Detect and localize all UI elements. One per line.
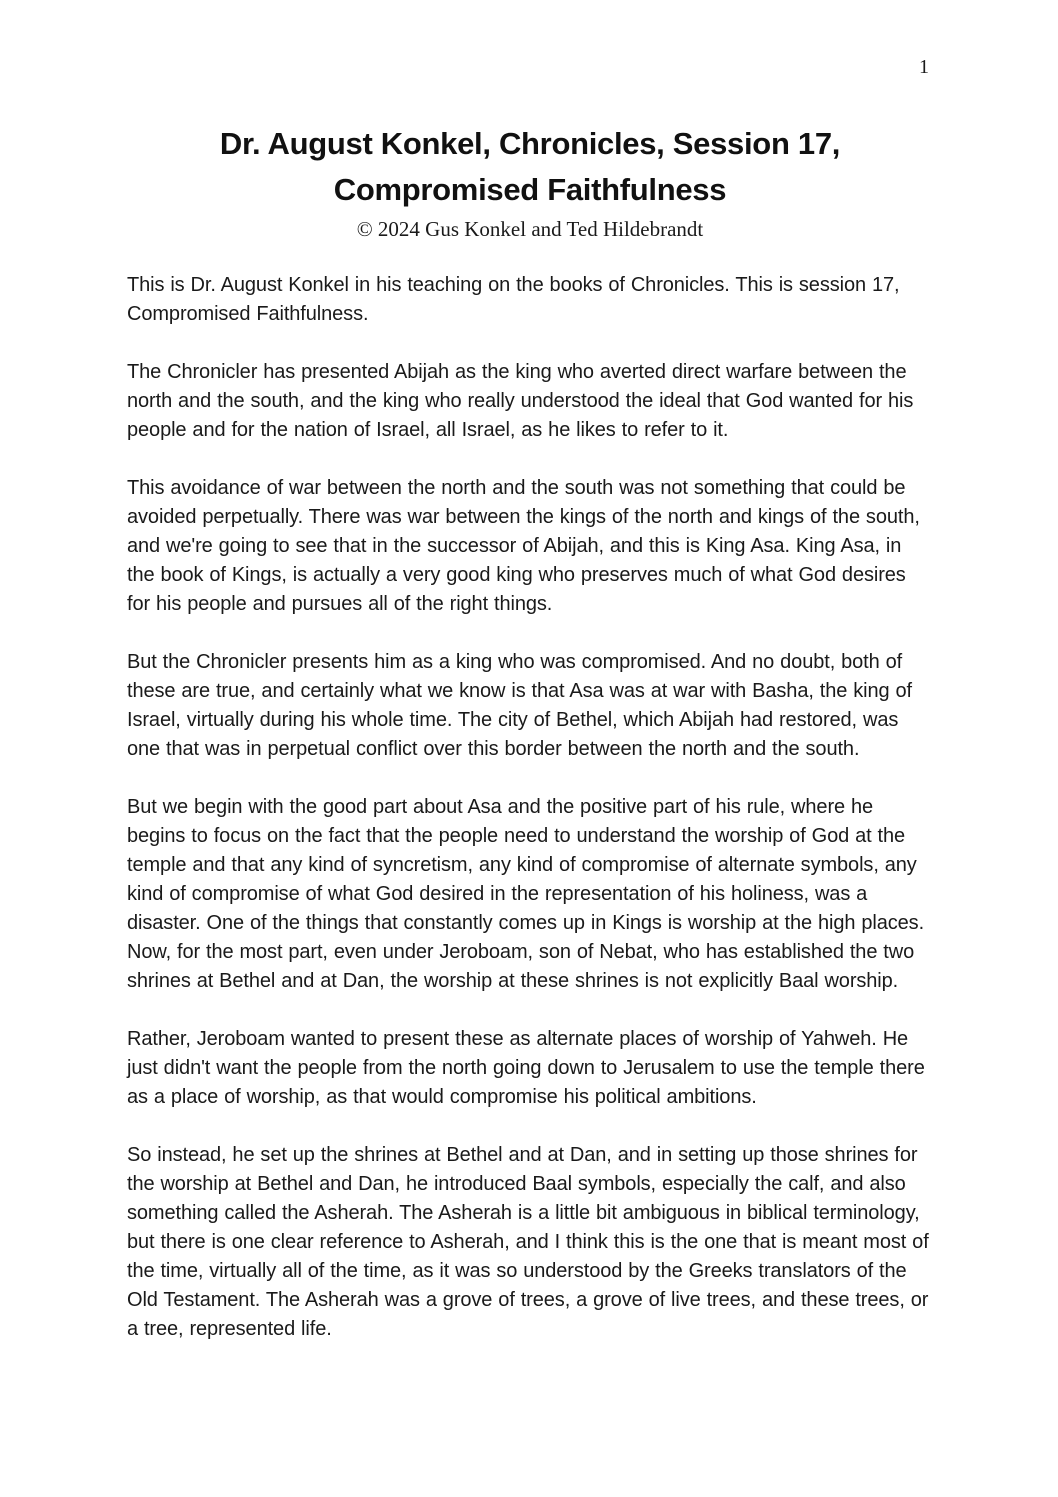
content-area [127,0,933,1373]
paragraph-shrines-asherah: So instead, he set up the shrines at Bethel and at Dan, and in setting up those shrines for the worship at Bethel and Dan, he introduced Baal symbols, especially the calf, and also something called the Asherah. The Asherah is a little bit ambiguous in biblical terminology, but there is one clear reference to Asherah, and I think this is the one that is meant most of the time, virtually all of the time, as it was so understood by the Greeks translators of the Old Testament. The Asherah was a grove of trees, a grove of live trees, and these trees, or a tree, represented life. [127,1144,929,1340]
paragraph-king-compromised: But the Chronicler presents him as a king who was compromised. And no doubt, both of these are true, and certainly what we know is that Asa was at war with Basha, the king of Israel, virtually during his whole time. The city of Bethel, which Abijah had restored, was one that was in perpetual conflict over this border between the north and the south. [127,651,912,760]
paragraph-good-part-asa: But we begin with the good part about Asa and the positive part of his rule, where he begins to focus on the fact that the people need to understand the worship of God at the temple and that any kind of syncretism, any kind of compromise of alternate symbols, any kind of compromise of what God desired in the representation of his holiness, was a disaster. One of the things that constantly comes up in Kings is worship at the high places. Now, for the most part, even under Jeroboam, son of Nebat, who has established the two shrines at Bethel and at Dan, the worship at these shrines is not explicitly Baal worship. [127,796,925,992]
paragraph-chronicler-abijah: The Chronicler has presented Abijah as the king who averted direct warfare between the north and the south, and the king who really understood the ideal that God wanted for his people and for the nation of Israel, all Israel, as he likes to refer to it. [127,361,914,441]
copyright-line: © 2024 Gus Konkel and Ted Hildebrandt [356,217,704,241]
paragraph-jeroboam-alternate-worship: Rather, Jeroboam wanted to present these as alternate places of worship of Yahweh. He just didn't want the people from the north going down to Jerusalem to use the temple there as a place of worship, as that would compromise his political ambitions. [127,1028,925,1108]
document-title-line-1: Dr. August Konkel, Chronicles, Session 17, [219,126,841,161]
page-number: 1 [919,56,929,78]
paragraph-avoidance-of-war: This avoidance of war between the north and the south was not something that could be avoided perpetually. There was war between the kings of the north and kings of the south, and we're going to see that in the successor of Abijah, and this is King Asa. King Asa, in the book of Kings, is actually a very good king who preserves much of what God desires for his people and pursues all of the right things. [127,477,920,615]
paragraph-intro: This is Dr. August Konkel in his teaching on the books of Chronicles. This is session 17, Compromised Faithfulness. [127,274,900,325]
title-block [127,121,933,243]
document-body [127,271,933,1344]
document-title-line-2: Compromised Faithfulness [333,172,727,207]
